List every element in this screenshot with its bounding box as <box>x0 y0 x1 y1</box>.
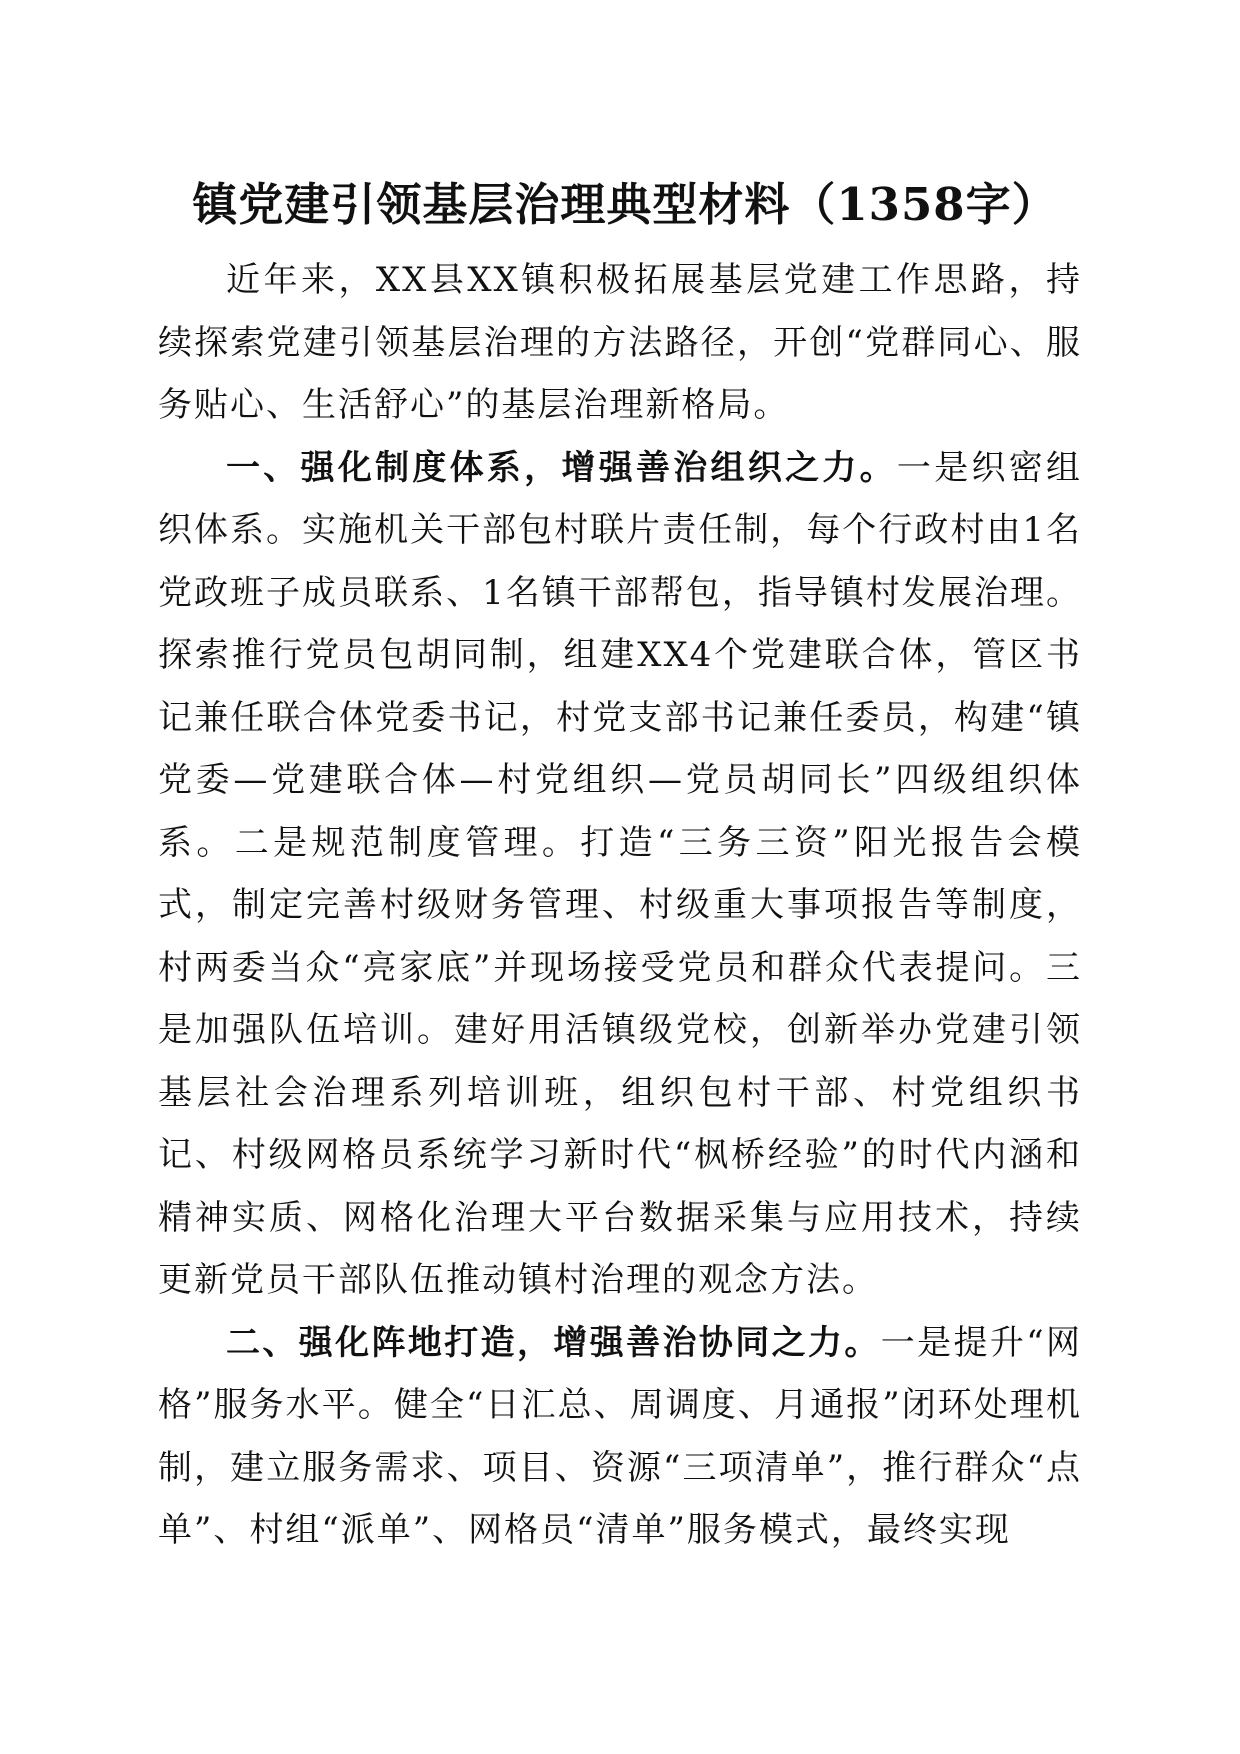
section-1-paragraph <box>158 437 1082 1312</box>
section-2-body: 一是提升“网格”服务水平。健全“日汇总、周调度、月通报”闭环处理机制，建立服务需求、项目、资源“三项清单”，推行群众“点单”、村组“派单”、网格员“清单”服务模式，最终实现 <box>158 1322 1083 1550</box>
section-2-paragraph <box>158 1312 1082 1562</box>
document-body <box>158 249 1082 1562</box>
section-2-heading: 二、强化阵地打造，增强善治协同之力。 <box>226 1322 881 1363</box>
section-1-heading: 一、强化制度体系，增强善治组织之力。 <box>226 447 897 488</box>
intro-paragraph: 近年来，XX县XX镇积极拓展基层党建工作思路，持续探索党建引领基层治理的方法路径，开创“党群同心、服务贴心、生活舒心”的基层治理新格局。 <box>158 260 1082 425</box>
document-title: 镇党建引领基层治理典型材料（1358字） <box>192 178 1058 231</box>
section-1-body: 一是织密组织体系。实施机关干部包村联片责任制，每个行政村由1名党政班子成员联系、1名镇干部帮包，指导镇村发展治理。探索推行党员包胡同制，组建XX4个党建联合体，管区书记兼任联合体党委书记，村党支部书记兼任委员，构建“镇党委—党建联合体—村党组织—党员胡同长”四级组织体系。二是规范制度管理。打造“三务三资”阳光报告会模式，制定完善村级财务管理、村级重大事项报告等制度，村两委当众“亮家底”并现场接受党员和群众代表提问。三是加强队伍培训。建好用活镇级党校，创新举办党建引领基层社会治理系列培训班，组织包村干部、村党组织书记、村级网格员系统学习新时代“枫桥经验”的时代内涵和精神实质、网格化治理大平台数据采集与应用技术，持续更新党员干部队伍推动镇村治理的观念方法。 <box>158 447 1083 1300</box>
